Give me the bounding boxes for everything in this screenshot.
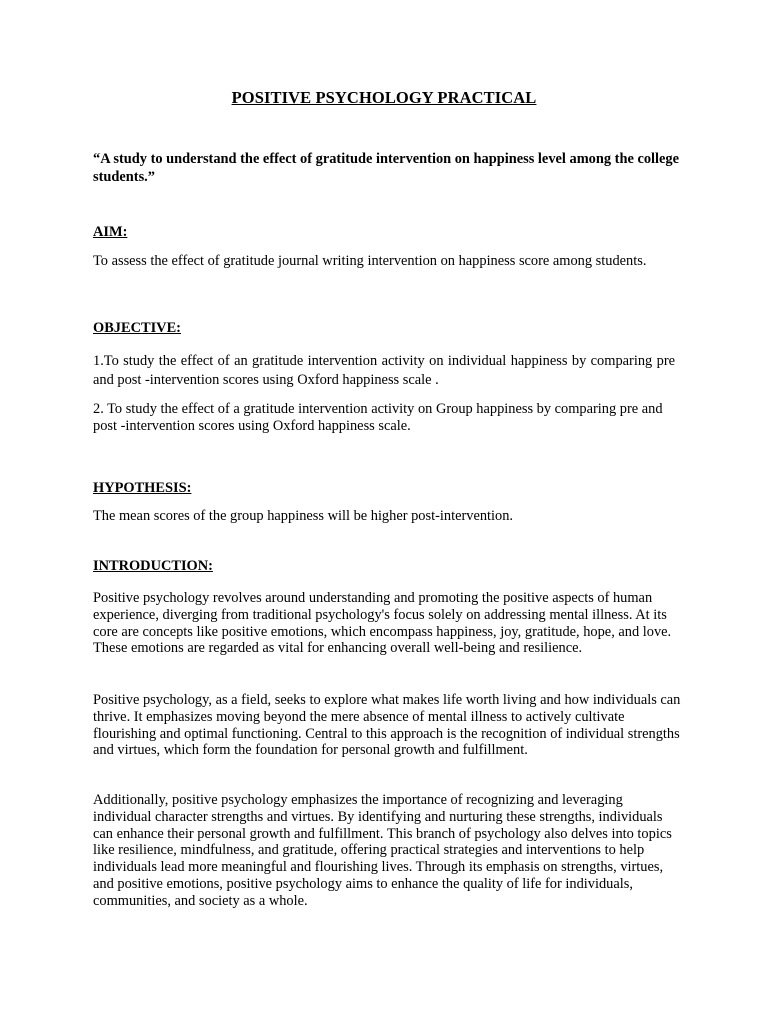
hypothesis-text: The mean scores of the group happiness will be higher post-intervention.: [93, 508, 514, 524]
introduction-paragraph-2: Positive psychology, as a field, seeks to explore what makes life worth living and how individuals can thrive. It emphasizes moving beyond the mere absence of mental illness to actively cultivate flourishing and optimal functioning. Central to this approach is the recognition of individual strengths and virtues, which form the foundation for personal growth and fulfillment.: [93, 692, 681, 759]
objective-heading: OBJECTIVE:: [93, 320, 181, 336]
introduction-paragraph-1: Positive psychology revolves around understanding and promoting the positive aspects of human experience, diverging from traditional psychology's focus solely on addressing mental illness. At its core are concepts like positive emotions, which encompass happiness, joy, gratitude, hope, and love. These emotions are regarded as vital for enhancing overall well-being and resilience.: [93, 590, 672, 657]
objective-item-1: 1.To study the effect of an gratitude intervention activity on individual happiness by comparing pre and post -intervention scores using Oxford happiness scale .: [93, 353, 675, 388]
document-title: POSITIVE PSYCHOLOGY PRACTICAL: [231, 88, 537, 107]
aim-text: To assess the effect of gratitude journal writing intervention on happiness score among students.: [93, 253, 647, 269]
aim-heading: AIM:: [93, 224, 128, 240]
objective-item-2: 2. To study the effect of a gratitude intervention activity on Group happiness by comparing pre and post -intervention scores using Oxford happiness scale.: [93, 401, 663, 434]
hypothesis-heading: HYPOTHESIS:: [93, 480, 192, 496]
introduction-paragraph-3: Additionally, positive psychology emphasizes the importance of recognizing and leveraging individual character strengths and virtues. By identifying and nurturing these strengths, individuals can enhance their personal growth and fulfillment. This branch of psychology also delves into topics like resilience, mindfulness, and gratitude, offering practical strategies and interventions to help individuals lead more meaningful and flourishing lives. Through its emphasis on strengths, virtues, and positive emotions, positive psychology aims to enhance the quality of life for individuals, communities, and society as a whole.: [93, 792, 672, 909]
introduction-heading: INTRODUCTION:: [93, 558, 213, 574]
study-title: “A study to understand the effect of gratitude intervention on happiness level among the college students.”: [93, 151, 679, 185]
